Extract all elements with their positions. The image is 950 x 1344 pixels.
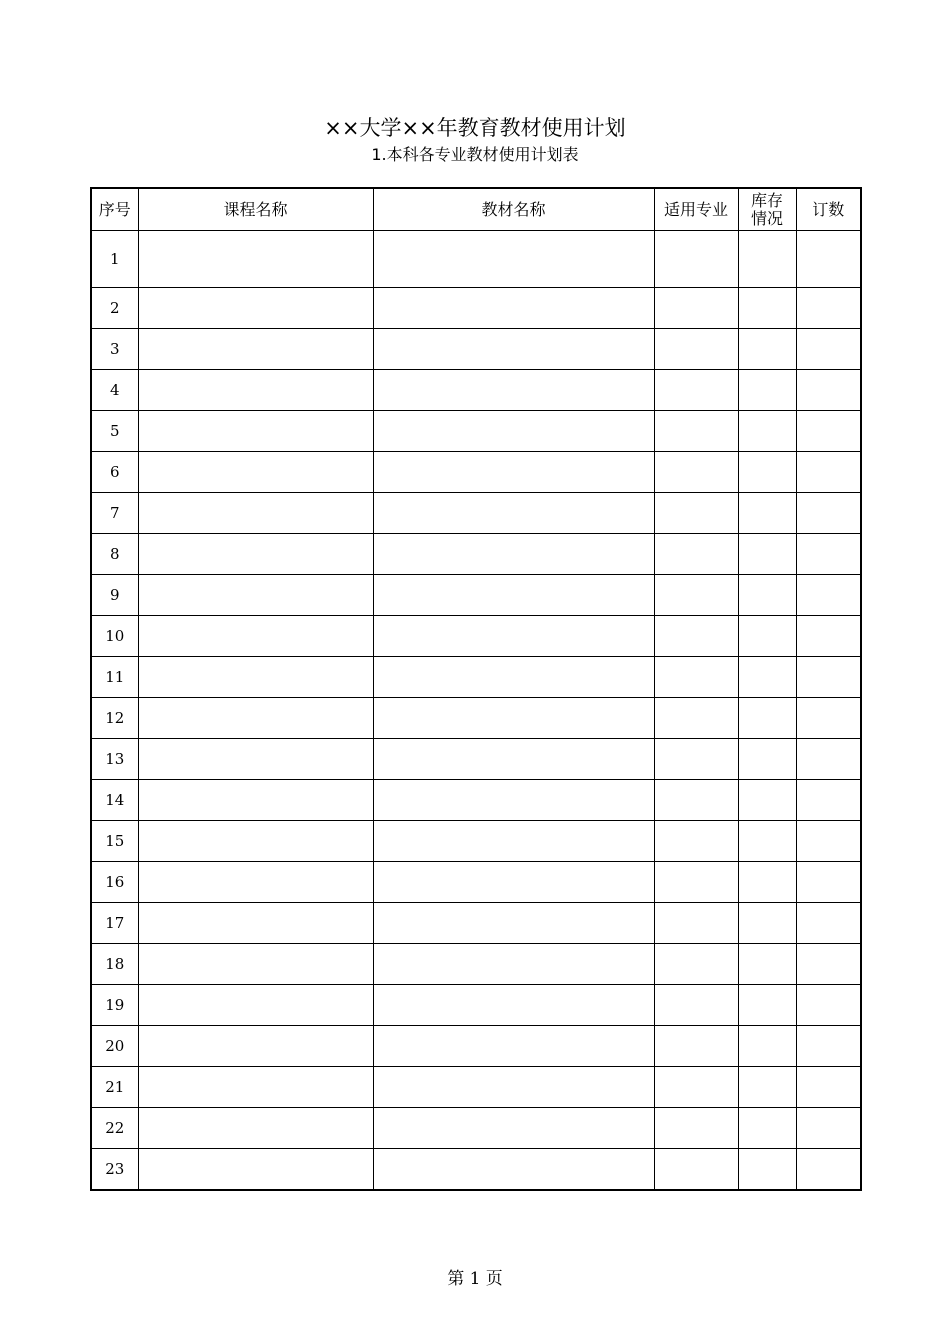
- order-quantity-cell[interactable]: [796, 903, 861, 944]
- course-name-cell[interactable]: [138, 739, 373, 780]
- applicable-major-cell[interactable]: [654, 288, 738, 329]
- applicable-major-cell[interactable]: [654, 493, 738, 534]
- order-quantity-cell[interactable]: [796, 370, 861, 411]
- row-index-cell: 13: [91, 739, 138, 780]
- order-quantity-cell[interactable]: [796, 493, 861, 534]
- course-name-cell[interactable]: [138, 411, 373, 452]
- applicable-major-cell[interactable]: [654, 1067, 738, 1108]
- row-index-cell: 18: [91, 944, 138, 985]
- header-index: 序号: [91, 188, 138, 231]
- inventory-cell[interactable]: [738, 903, 796, 944]
- textbook-name-cell[interactable]: [373, 370, 654, 411]
- inventory-cell[interactable]: [738, 534, 796, 575]
- inventory-cell[interactable]: [738, 370, 796, 411]
- applicable-major-cell[interactable]: [654, 370, 738, 411]
- row-index-cell: 8: [91, 534, 138, 575]
- page-footer: 第 1 页: [447, 1269, 503, 1289]
- textbook-name-cell[interactable]: [373, 780, 654, 821]
- course-name-cell[interactable]: [138, 698, 373, 739]
- row-index-cell: 23: [91, 1149, 138, 1191]
- order-quantity-cell[interactable]: [796, 698, 861, 739]
- order-quantity-cell[interactable]: [796, 452, 861, 493]
- table-row: [91, 1067, 861, 1108]
- table-row: [91, 903, 861, 944]
- textbook-name-cell[interactable]: [373, 1067, 654, 1108]
- course-name-cell[interactable]: [138, 616, 373, 657]
- textbook-name-cell[interactable]: [373, 411, 654, 452]
- order-quantity-cell[interactable]: [796, 1108, 861, 1149]
- row-index-cell: 16: [91, 862, 138, 903]
- table-row: [91, 493, 861, 534]
- table-row: [91, 780, 861, 821]
- order-quantity-cell[interactable]: [796, 1026, 861, 1067]
- inventory-cell[interactable]: [738, 452, 796, 493]
- header-inventory: [738, 188, 796, 231]
- order-quantity-cell[interactable]: [796, 616, 861, 657]
- inventory-cell[interactable]: [738, 1067, 796, 1108]
- inventory-cell[interactable]: [738, 698, 796, 739]
- applicable-major-cell[interactable]: [654, 657, 738, 698]
- textbook-name-cell[interactable]: [373, 1026, 654, 1067]
- applicable-major-cell[interactable]: [654, 944, 738, 985]
- order-quantity-cell[interactable]: [796, 534, 861, 575]
- table-row: [91, 739, 861, 780]
- table-row: [91, 329, 861, 370]
- textbook-name-cell[interactable]: [373, 944, 654, 985]
- order-quantity-cell[interactable]: [796, 985, 861, 1026]
- textbook-name-cell[interactable]: [373, 329, 654, 370]
- course-name-cell[interactable]: [138, 985, 373, 1026]
- table-row: [91, 370, 861, 411]
- order-quantity-cell[interactable]: [796, 575, 861, 616]
- row-index-cell: 2: [91, 288, 138, 329]
- table-row: [91, 411, 861, 452]
- applicable-major-cell[interactable]: [654, 329, 738, 370]
- order-quantity-cell[interactable]: [796, 411, 861, 452]
- order-quantity-cell[interactable]: [796, 657, 861, 698]
- textbook-name-cell[interactable]: [373, 821, 654, 862]
- table-header-row: [91, 188, 861, 231]
- inventory-cell[interactable]: [738, 944, 796, 985]
- inventory-cell[interactable]: [738, 821, 796, 862]
- course-name-cell[interactable]: [138, 903, 373, 944]
- row-index-cell: 3: [91, 329, 138, 370]
- textbook-name-cell[interactable]: [373, 1108, 654, 1149]
- course-name-cell[interactable]: [138, 821, 373, 862]
- textbook-name-cell[interactable]: [373, 657, 654, 698]
- table-row: [91, 944, 861, 985]
- course-name-cell[interactable]: [138, 657, 373, 698]
- order-quantity-cell[interactable]: [796, 862, 861, 903]
- inventory-cell[interactable]: [738, 862, 796, 903]
- order-quantity-cell[interactable]: [796, 1149, 861, 1191]
- row-index-cell: 12: [91, 698, 138, 739]
- course-name-cell[interactable]: [138, 1149, 373, 1191]
- header-inventory-line1: 库存: [750, 190, 783, 210]
- row-index-cell: 10: [91, 616, 138, 657]
- header-inventory-line2: 情况: [750, 208, 783, 228]
- table-row: [91, 698, 861, 739]
- row-index-cell: 19: [91, 985, 138, 1026]
- inventory-cell[interactable]: [738, 411, 796, 452]
- row-index-cell: 9: [91, 575, 138, 616]
- row-index-cell: 21: [91, 1067, 138, 1108]
- textbook-plan-table: [90, 187, 862, 1191]
- textbook-name-cell[interactable]: [373, 493, 654, 534]
- table-row: [91, 231, 861, 288]
- textbook-name-cell[interactable]: [373, 288, 654, 329]
- row-index-cell: 5: [91, 411, 138, 452]
- course-name-cell[interactable]: [138, 452, 373, 493]
- row-index-cell: 7: [91, 493, 138, 534]
- applicable-major-cell[interactable]: [654, 1026, 738, 1067]
- order-quantity-cell[interactable]: [796, 944, 861, 985]
- table-row: [91, 616, 861, 657]
- inventory-cell[interactable]: [738, 231, 796, 288]
- applicable-major-cell[interactable]: [654, 231, 738, 288]
- applicable-major-cell[interactable]: [654, 903, 738, 944]
- order-quantity-cell[interactable]: [796, 1067, 861, 1108]
- row-index-cell: 17: [91, 903, 138, 944]
- course-name-cell[interactable]: [138, 329, 373, 370]
- table-row: [91, 288, 861, 329]
- order-quantity-cell[interactable]: [796, 329, 861, 370]
- order-quantity-cell[interactable]: [796, 821, 861, 862]
- textbook-name-cell[interactable]: [373, 534, 654, 575]
- course-name-cell[interactable]: [138, 370, 373, 411]
- order-quantity-cell[interactable]: [796, 780, 861, 821]
- order-quantity-cell[interactable]: [796, 739, 861, 780]
- applicable-major-cell[interactable]: [654, 452, 738, 493]
- textbook-name-cell[interactable]: [373, 575, 654, 616]
- table-row: [91, 985, 861, 1026]
- header-order-quantity: 订数: [796, 188, 861, 231]
- applicable-major-cell[interactable]: [654, 821, 738, 862]
- row-index-cell: 11: [91, 657, 138, 698]
- header-course-name: 课程名称: [138, 188, 373, 231]
- textbook-name-cell[interactable]: [373, 231, 654, 288]
- table-row: [91, 1108, 861, 1149]
- course-name-cell[interactable]: [138, 288, 373, 329]
- table-row: [91, 1026, 861, 1067]
- inventory-cell[interactable]: [738, 493, 796, 534]
- course-name-cell[interactable]: [138, 534, 373, 575]
- applicable-major-cell[interactable]: [654, 411, 738, 452]
- inventory-cell[interactable]: [738, 1108, 796, 1149]
- table-row: [91, 452, 861, 493]
- textbook-name-cell[interactable]: [373, 862, 654, 903]
- textbook-name-cell[interactable]: [373, 739, 654, 780]
- row-index-cell: 4: [91, 370, 138, 411]
- inventory-cell[interactable]: [738, 985, 796, 1026]
- applicable-major-cell[interactable]: [654, 534, 738, 575]
- row-index-cell: 1: [91, 231, 138, 288]
- applicable-major-cell[interactable]: [654, 1108, 738, 1149]
- course-name-cell[interactable]: [138, 1026, 373, 1067]
- course-name-cell[interactable]: [138, 1108, 373, 1149]
- row-index-cell: 14: [91, 780, 138, 821]
- textbook-name-cell[interactable]: [373, 452, 654, 493]
- table-subtitle: 1.本科各专业教材使用计划表: [371, 145, 579, 164]
- applicable-major-cell[interactable]: [654, 1149, 738, 1191]
- applicable-major-cell[interactable]: [654, 739, 738, 780]
- textbook-name-cell[interactable]: [373, 985, 654, 1026]
- course-name-cell[interactable]: [138, 575, 373, 616]
- course-name-cell[interactable]: [138, 780, 373, 821]
- table-row: [91, 862, 861, 903]
- table-row: [91, 1149, 861, 1191]
- applicable-major-cell[interactable]: [654, 985, 738, 1026]
- row-index-cell: 6: [91, 452, 138, 493]
- table-row: [91, 657, 861, 698]
- textbook-name-cell[interactable]: [373, 698, 654, 739]
- inventory-cell[interactable]: [738, 616, 796, 657]
- page-title: ××大学××年教育教材使用计划: [324, 116, 626, 140]
- row-index-cell: 22: [91, 1108, 138, 1149]
- course-name-cell[interactable]: [138, 862, 373, 903]
- inventory-cell[interactable]: [738, 780, 796, 821]
- inventory-cell[interactable]: [738, 739, 796, 780]
- textbook-name-cell[interactable]: [373, 616, 654, 657]
- inventory-cell[interactable]: [738, 329, 796, 370]
- course-name-cell[interactable]: [138, 944, 373, 985]
- order-quantity-cell[interactable]: [796, 231, 861, 288]
- inventory-cell[interactable]: [738, 575, 796, 616]
- inventory-cell[interactable]: [738, 657, 796, 698]
- textbook-name-cell[interactable]: [373, 903, 654, 944]
- course-name-cell[interactable]: [138, 493, 373, 534]
- inventory-cell[interactable]: [738, 288, 796, 329]
- row-index-cell: 20: [91, 1026, 138, 1067]
- applicable-major-cell[interactable]: [654, 575, 738, 616]
- applicable-major-cell[interactable]: [654, 698, 738, 739]
- table-row: [91, 534, 861, 575]
- header-applicable-major: 适用专业: [654, 188, 738, 231]
- course-name-cell[interactable]: [138, 1067, 373, 1108]
- order-quantity-cell[interactable]: [796, 288, 861, 329]
- header-textbook-name: 教材名称: [373, 188, 654, 231]
- inventory-cell[interactable]: [738, 1149, 796, 1191]
- row-index-cell: 15: [91, 821, 138, 862]
- course-name-cell[interactable]: [138, 231, 373, 288]
- applicable-major-cell[interactable]: [654, 862, 738, 903]
- inventory-cell[interactable]: [738, 1026, 796, 1067]
- textbook-name-cell[interactable]: [373, 1149, 654, 1191]
- table-row: [91, 821, 861, 862]
- applicable-major-cell[interactable]: [654, 616, 738, 657]
- applicable-major-cell[interactable]: [654, 780, 738, 821]
- table-row: [91, 575, 861, 616]
